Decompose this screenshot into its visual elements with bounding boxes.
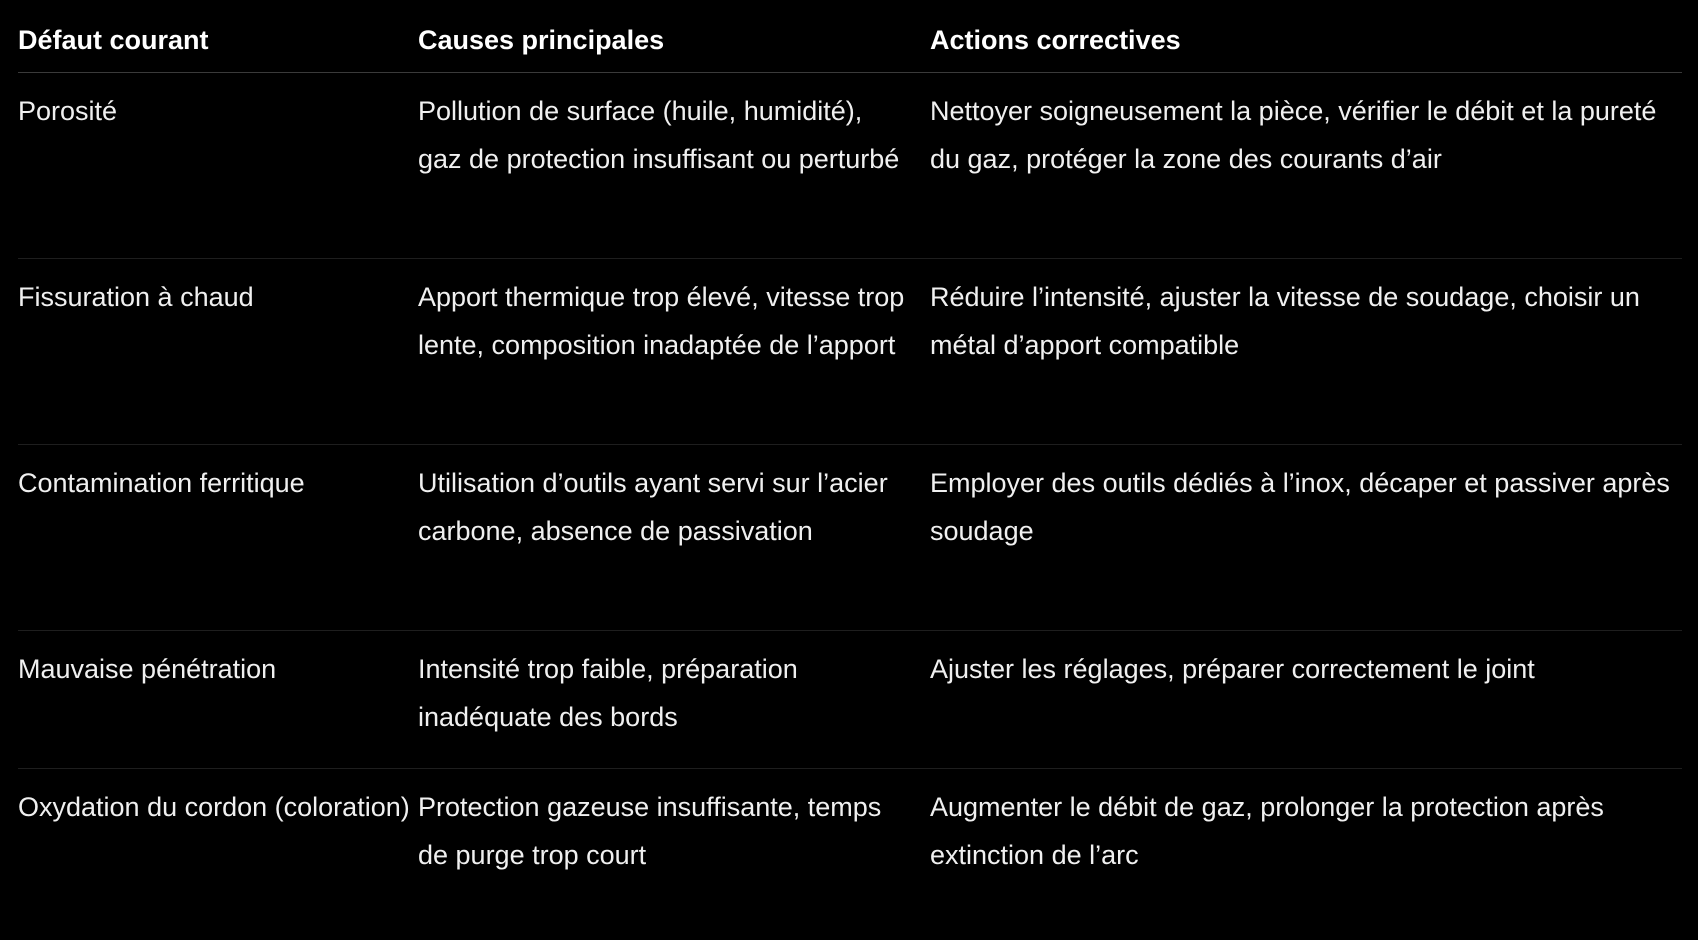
table-row — [18, 769, 1682, 929]
cell-actions: Employer des outils dédiés à l’inox, décaper et passiver après soudage — [930, 468, 1670, 546]
header-defaut: Défaut courant — [18, 25, 209, 55]
cell-causes: Intensité trop faible, préparation inadéquate des bords — [418, 654, 798, 732]
table-header — [18, 0, 1682, 73]
table-row — [18, 445, 1682, 631]
cell-defaut: Porosité — [18, 96, 118, 126]
header-causes: Causes principales — [418, 25, 665, 55]
table-row — [18, 631, 1682, 769]
cell-defaut: Fissuration à chaud — [18, 282, 254, 312]
cell-causes: Apport thermique trop élevé, vitesse trop lente, composition inadaptée de l’apport — [418, 282, 905, 360]
header-actions: Actions correctives — [930, 25, 1181, 55]
table-row — [18, 259, 1682, 445]
cell-causes: Utilisation d’outils ayant servi sur l’acier carbone, absence de passivation — [418, 468, 888, 546]
defects-table — [18, 0, 1682, 929]
cell-causes: Protection gazeuse insuffisante, temps de purge trop court — [418, 792, 882, 870]
cell-defaut: Oxydation du cordon (coloration) — [18, 792, 410, 822]
cell-defaut: Contamination ferritique — [18, 468, 305, 498]
cell-actions: Augmenter le débit de gaz, prolonger la protection après extinction de l’arc — [930, 792, 1604, 870]
cell-defaut: Mauvaise pénétration — [18, 654, 277, 684]
cell-actions: Nettoyer soigneusement la pièce, vérifier le débit et la pureté du gaz, protéger la zone des courants d’air — [930, 96, 1657, 174]
cell-causes: Pollution de surface (huile, humidité), gaz de protection insuffisant ou perturbé — [418, 96, 900, 174]
cell-actions: Réduire l’intensité, ajuster la vitesse de soudage, choisir un métal d’apport compatible — [930, 282, 1640, 360]
cell-actions: Ajuster les réglages, préparer correctement le joint — [930, 654, 1535, 684]
table-row — [18, 73, 1682, 259]
